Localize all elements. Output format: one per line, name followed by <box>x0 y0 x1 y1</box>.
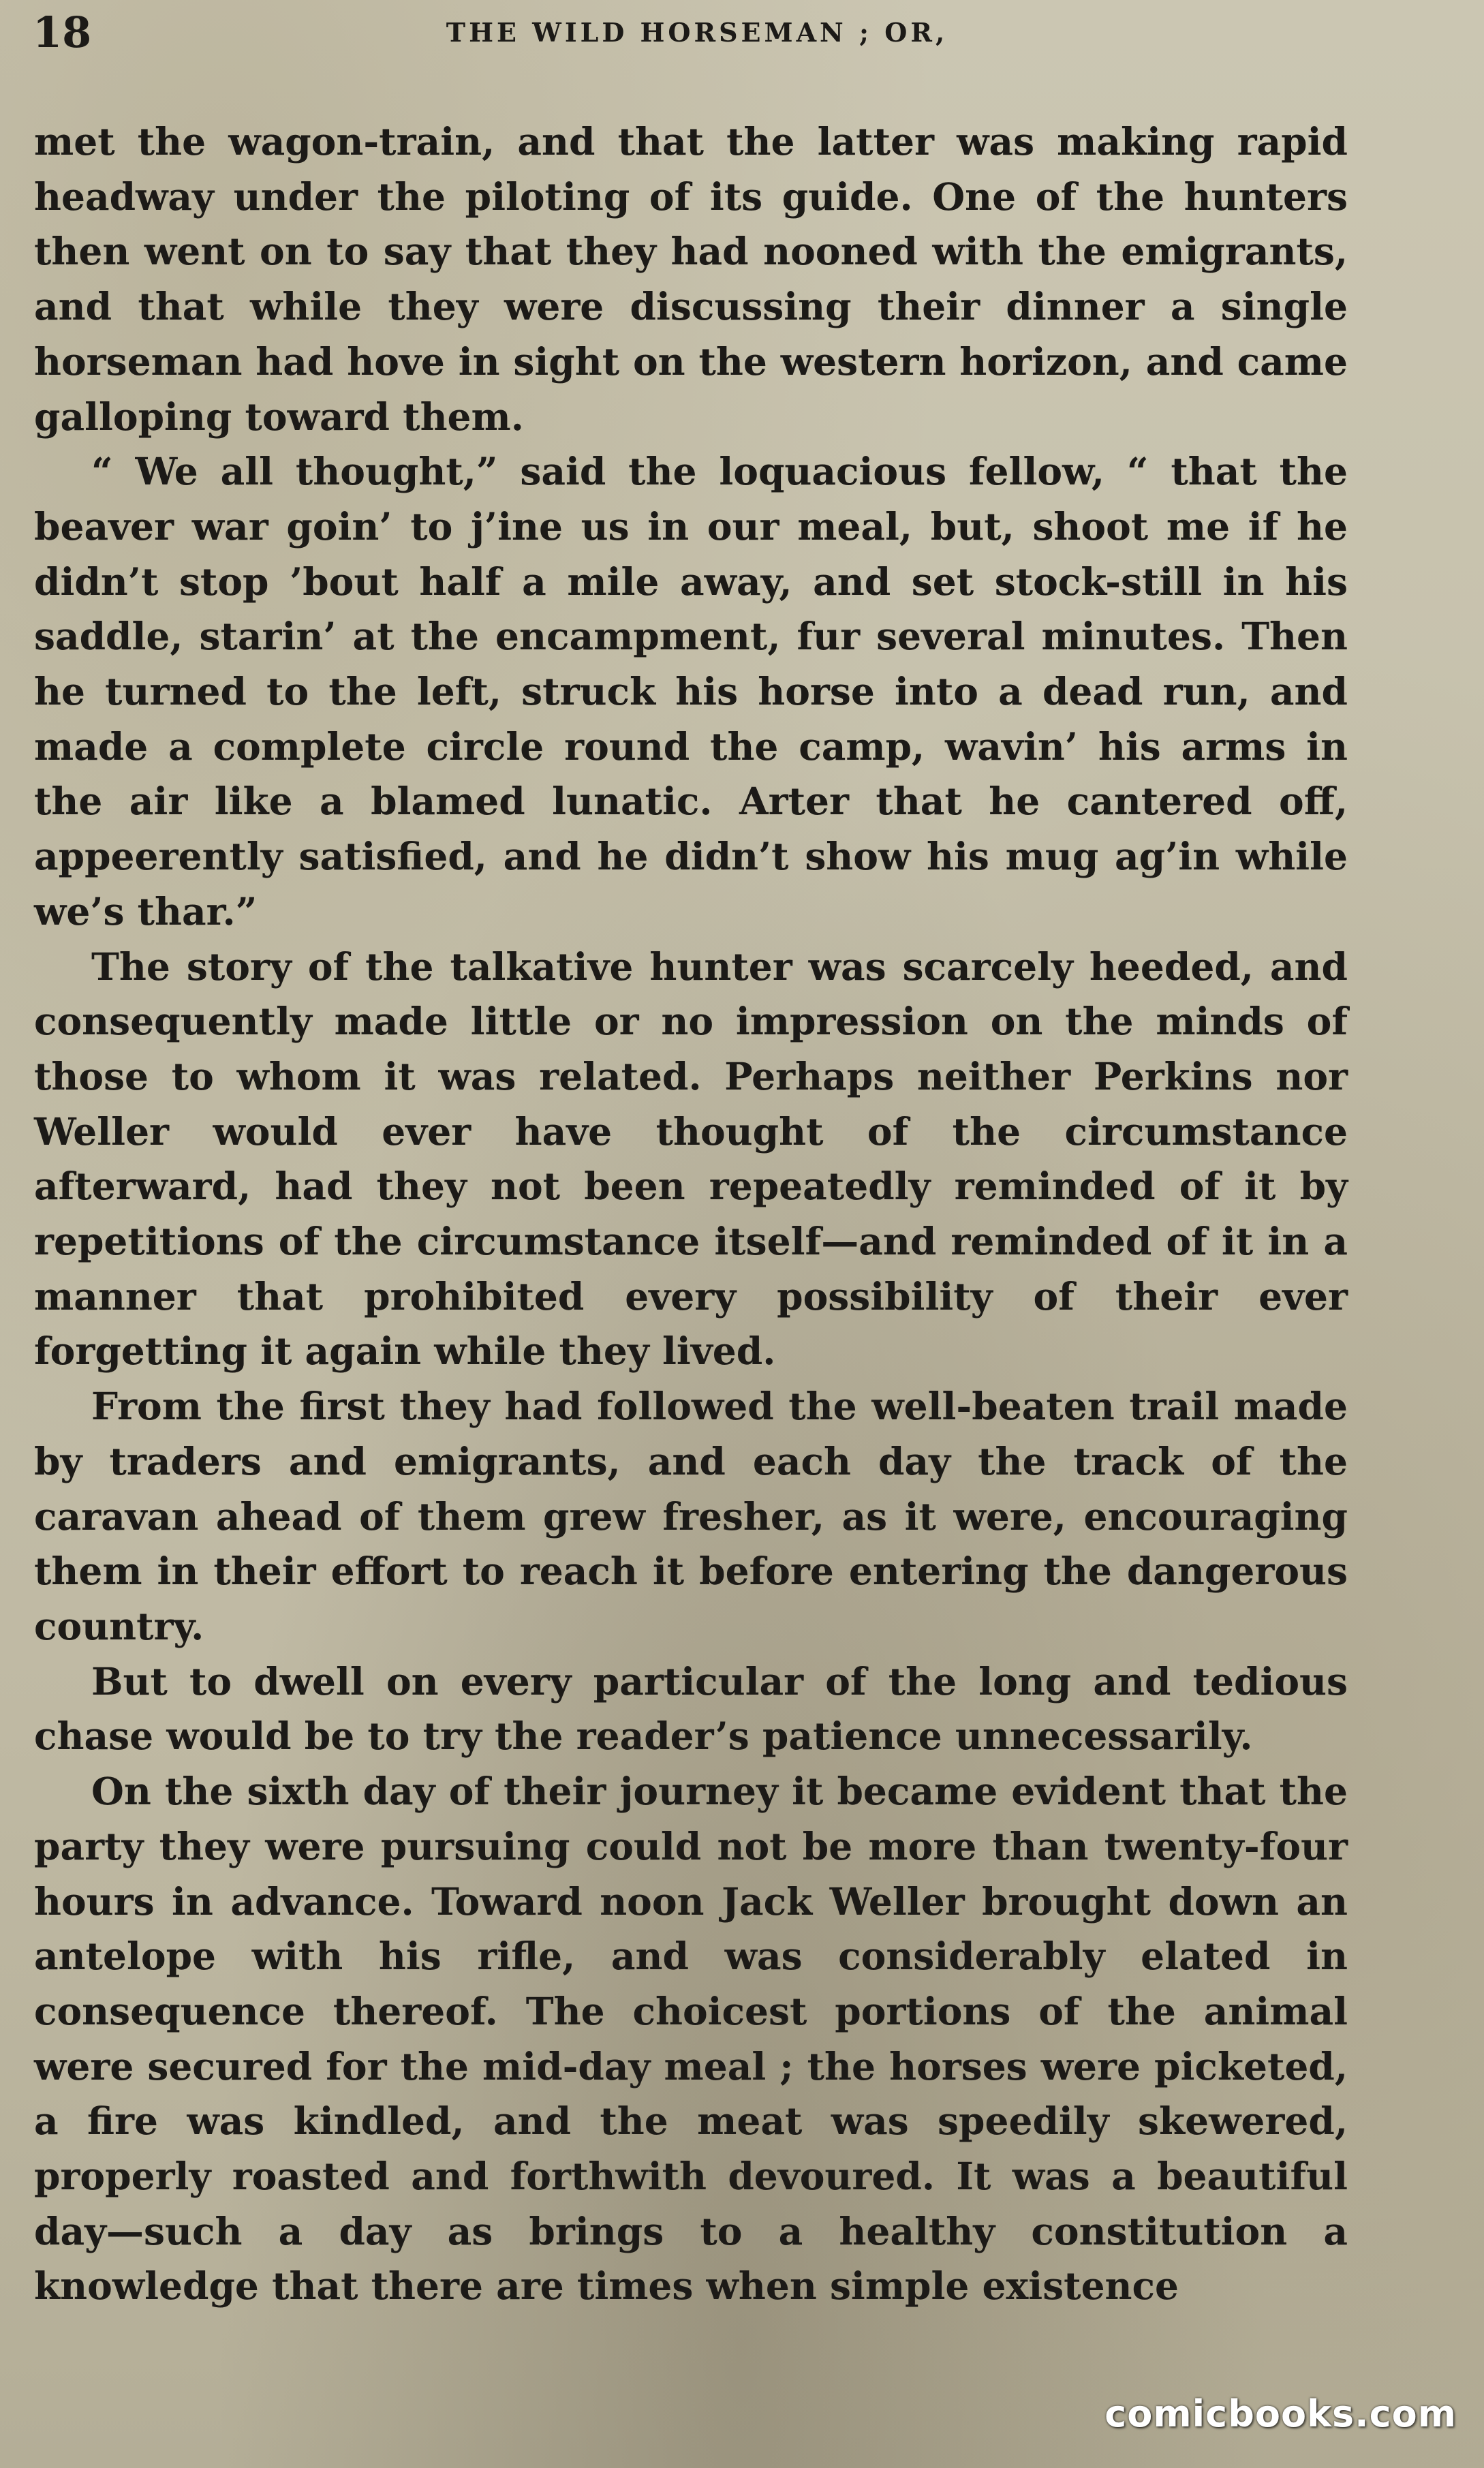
page-header <box>33 5 1361 60</box>
page-number: 18 <box>33 7 92 57</box>
body-text <box>34 114 1348 2314</box>
paragraph-3: The story of the talkative hunter was scarcely heeded, and consequently made little or no impression on the minds of those to whom it was related. Perhaps neither Perkins nor Weller would ever have thought of the circumstance afterward, had they not been repeatedly reminded of it by repetitions of the circumstance itself—and reminded of it in a manner that prohibited every possibility of their ever forgetting it again while they lived. <box>34 944 1348 1374</box>
paragraph-4: From the first they had followed the well-beaten trail made by traders and emigrants, and each day the track of the caravan ahead of them grew fresher, as it were, encouraging them in their effort to reach it before entering the dangerous country. <box>34 1384 1348 1648</box>
watermark: comicbooks.com <box>1104 2392 1457 2435</box>
paragraph-2: “ We all thought,” said the loquacious fellow, “ that the beaver war goin’ to j’ine us in our meal, but, shoot me if he didn’t stop ’bout half a mile away, and set stock-still in his saddle, starin’ at the encampment, fur several minutes. Then he turned to the left, struck his horse into a dead run, and made a complete circle round the camp, wavin’ his arms in the air like a blamed lunatic. Arter that he cantered off, appeerently satisfied, and he didn’t show his mug ag’in while we’s thar.” <box>34 449 1348 934</box>
paragraph-6: On the sixth day of their journey it became evident that the party they were pursuing could not be more than twenty-four hours in advance. Toward noon Jack Weller brought down an antelope with his rifle, and was considerably elated in consequence thereof. The choicest portions of the animal were secured for the mid-day meal ; the horses were picketed, a fire was kindled, and the meat was speedily skewered, properly roasted and forthwith devoured. It was a beautiful day—such a day as brings to a healthy constitution a knowledge that there are times when simple existence <box>34 1769 1348 2309</box>
running-head: THE WILD HORSEMAN ; OR, <box>446 17 948 48</box>
paragraph-5: But to dwell on every particular of the long and tedious chase would be to try the reader’s patience unnecessarily. <box>34 1659 1348 1759</box>
paragraph-1: met the wagon-train, and that the latter was making rapid headway under the piloting of its guide. One of the hunters then went on to say that they had nooned with the emigrants, and that while they were discussing their dinner a single horseman had hove in sight on the western horizon, and came galloping toward them. <box>34 119 1348 439</box>
